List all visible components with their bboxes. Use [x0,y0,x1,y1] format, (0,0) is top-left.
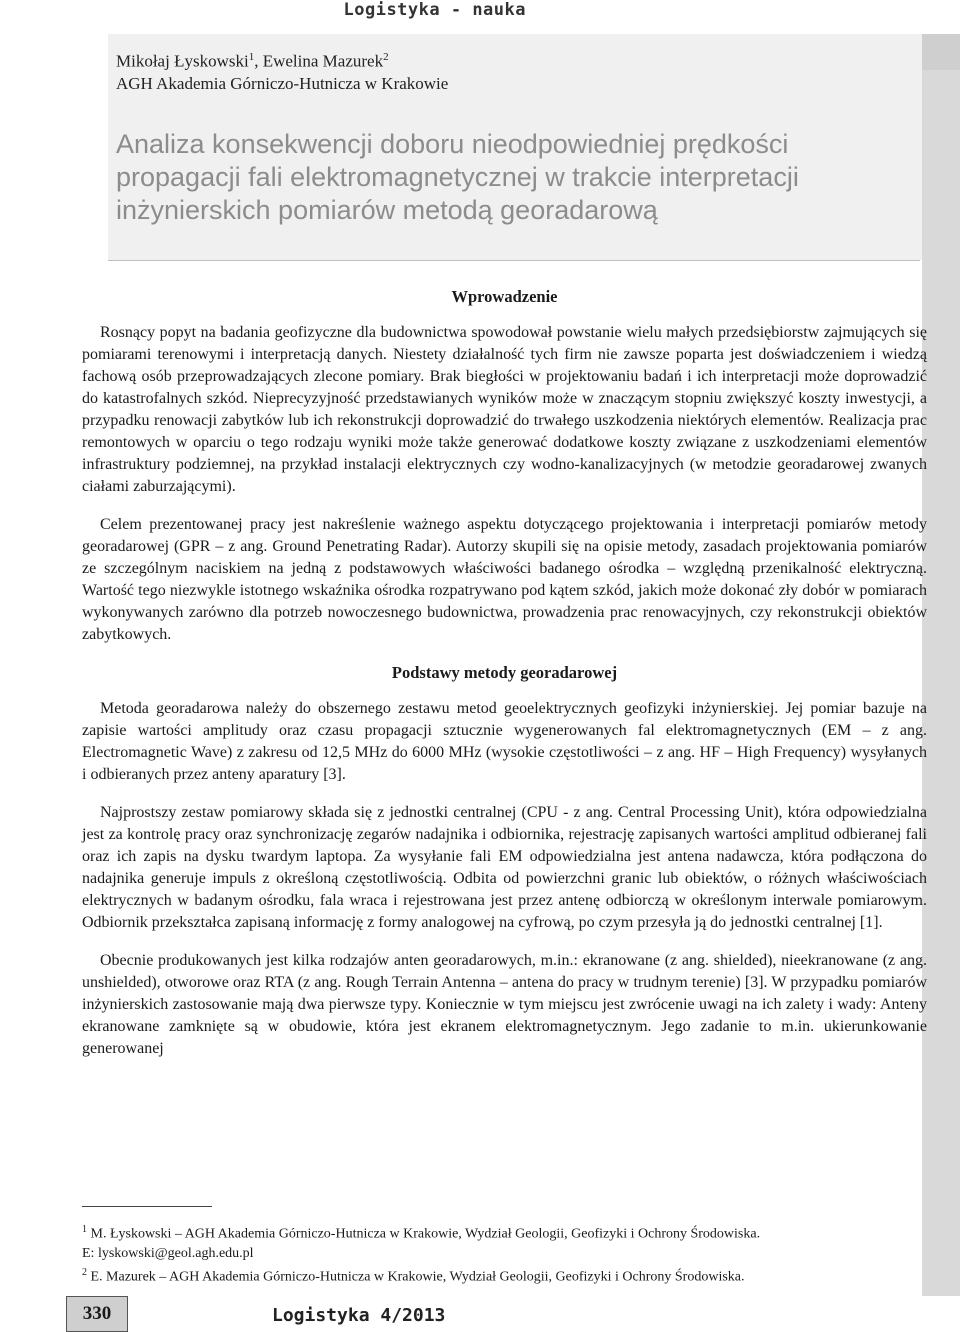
section-title-basics: Podstawy metody georadarowej [391,663,618,682]
issue-label: Logistyka 4/2013 [272,1305,446,1326]
paragraph: Rosnący popyt na badania geofizyczne dla budownictwa spowodował powstanie wielu małych przedsiębiorstw zajmujących się pomiarami terenowymi i interpretacją danych. Niestety działalność tych firm nie zawsze poparta jest doświadczeniem i wiedzą fachową osób przeprowadzających zlecone pomiary. Brak biegłości w projektowaniu badań i ich interpretacji może doprowadzić do katastrofalnych szkód. Nieprecyzyjność przedstawianych wyników może w znaczącym stopniu zwiększyć koszty inwestycji, a przypadku renowacji zabytków lub ich rekonstrukcji doprowadzić do trwałego uszkodzenia niektórych elementów. Realizacja prac remontowych w oparciu o tego rodzaju wyniki może także generować dodatkowe koszty związane z uszkodzeniami elementów infrastruktury podziemnej, na przykład instalacji elektrycznych czy wodno-kanalizacyjnych (w metodzie georadarowej zwanych ciałami zaburzającymi). [82,324,927,495]
author-2: Ewelina Mazurek [262,51,384,71]
footnote-1: $^1$ M. Łyskowski – AGH Akademia Górniczo-Hutnicza w Krakowie, Wydział Geologii, Geofizyki i Ochrony Środowiska. [82,1224,761,1242]
footnote-1-email: E: lyskowski@geol.agh.edu.pl [82,1245,254,1261]
article-body [82,286,927,1076]
author-names: Mikołaj Łyskowski$^1$, Ewelina Mazurek$^2$ [116,51,389,71]
paragraph: Najprostszy zestaw pomiarowy składa się z jednostki centralnej (CPU - z ang. Central Processing Unit), która odpowiedzialna jest za kontrolę pracy oraz synchronizację zegarów nadajnika i odbiornika, rejestrację zapisanych wartości amplitud odbieranej fali oraz ich zapis na dysku twardym laptopa. Za wysyłanie fali EM odpowiedzialna jest antena nadawcza, która podłączona do nadajnika generuje impuls z określoną częstotliwością. Odbita od powierzchni granic lub obiektów, o różnych właściwościach elektrycznych w badanym ośrodku, fala wraca i rejestrowana jest przez antenę odbiorczą w określonym interwale pomiarowym. Odbiornik przekształca zapisaną informację z formy analogowej na cyfrową, po czym przesyła ją do jednostki centralnej [1]. [82,804,927,931]
journal-section-label: Logistyka - nauka [343,0,526,20]
paragraph: Obecnie produkowanych jest kilka rodzajów anten georadarowych, m.in.: ekranowane (z ang. shielded), nieekranowane (z ang. unshielded), otworowe oraz RTA (z ang. Rough Terrain Antenna – antena do pracy w trudnym terenie) [3]. W przypadku pomiarów inżynierskich zastosowanie mają dwa pierwsze typy. Koniecznie w tym miejscu jest zwrócenie uwagi na ich zalety i wady: Anteny ekranowane zamknięte są w obudowie, która jest ekranem elektromagnetycznym. Jego zadanie to m.in. ukierunkowanie generowanej [82,952,927,1057]
authors-block [116,46,448,95]
right-sidebar-strip [922,34,960,1296]
paragraph: Celem prezentowanej pracy jest nakreślenie ważnego aspektu dotyczącego projektowania i interpretacji pomiarów metody georadarowej (GPR – z ang. Ground Penetrating Radar). Autorzy skupili się na opisie metody, zasadach projektowania pomiarów ze szczególnym naciskiem na jedną z podstawowych właściwości badanego ośrodka – względną przenikalność elektryczną. Wartość tego niezwykle istotnego wskaźnika ośrodka rozpatrywano pod kątem szkód, jakich może dokonać zły dobór w pomiarach wykonywanych zarówno dla potrzeb nowoczesnego budownictwa, prowadzenia prac renowacyjnych, czy rekonstrukcji obiektów zabytkowych. [82,516,927,643]
footnote-divider [82,1206,212,1207]
section-title-intro: Wprowadzenie [451,287,558,306]
header-bar [0,0,960,22]
footnote-2: $^2$ E. Mazurek – AGH Akademia Górniczo-Hutnicza w Krakowie, Wydział Geologii, Geofizyki i Ochrony Środowiska. [82,1266,745,1285]
footnotes [82,1220,927,1286]
paragraph: Metoda georadarowa należy do obszernego zestawu metod geoelektrycznych geofizyki inżynierskiej. Jej pomiar bazuje na zapisie wartości amplitudy oraz czasu propagacji sztucznie wygenerowanych fal elektromagnetycznych (EM – z ang. Electromagnetic Wave) z zakresu od 12,5 MHz do 6000 MHz (wysokie częstotliwości – z ang. HF – High Frequency) wysyłanych i odbieranych przez anteny aparatury [3]. [82,700,927,783]
page-number: 330 [66,1296,128,1332]
affiliation: AGH Akademia Górniczo-Hutnicza w Krakowie [116,73,449,93]
article-title: Analiza konsekwencji doboru nieodpowiedniej prędkości propagacji fali elektromagnetycznej w trakcie interpretacji inżynierskich pomiarów metodą georadarową [116,129,799,225]
title-divider [108,260,920,261]
author-1: Mikołaj Łyskowski [116,51,249,71]
